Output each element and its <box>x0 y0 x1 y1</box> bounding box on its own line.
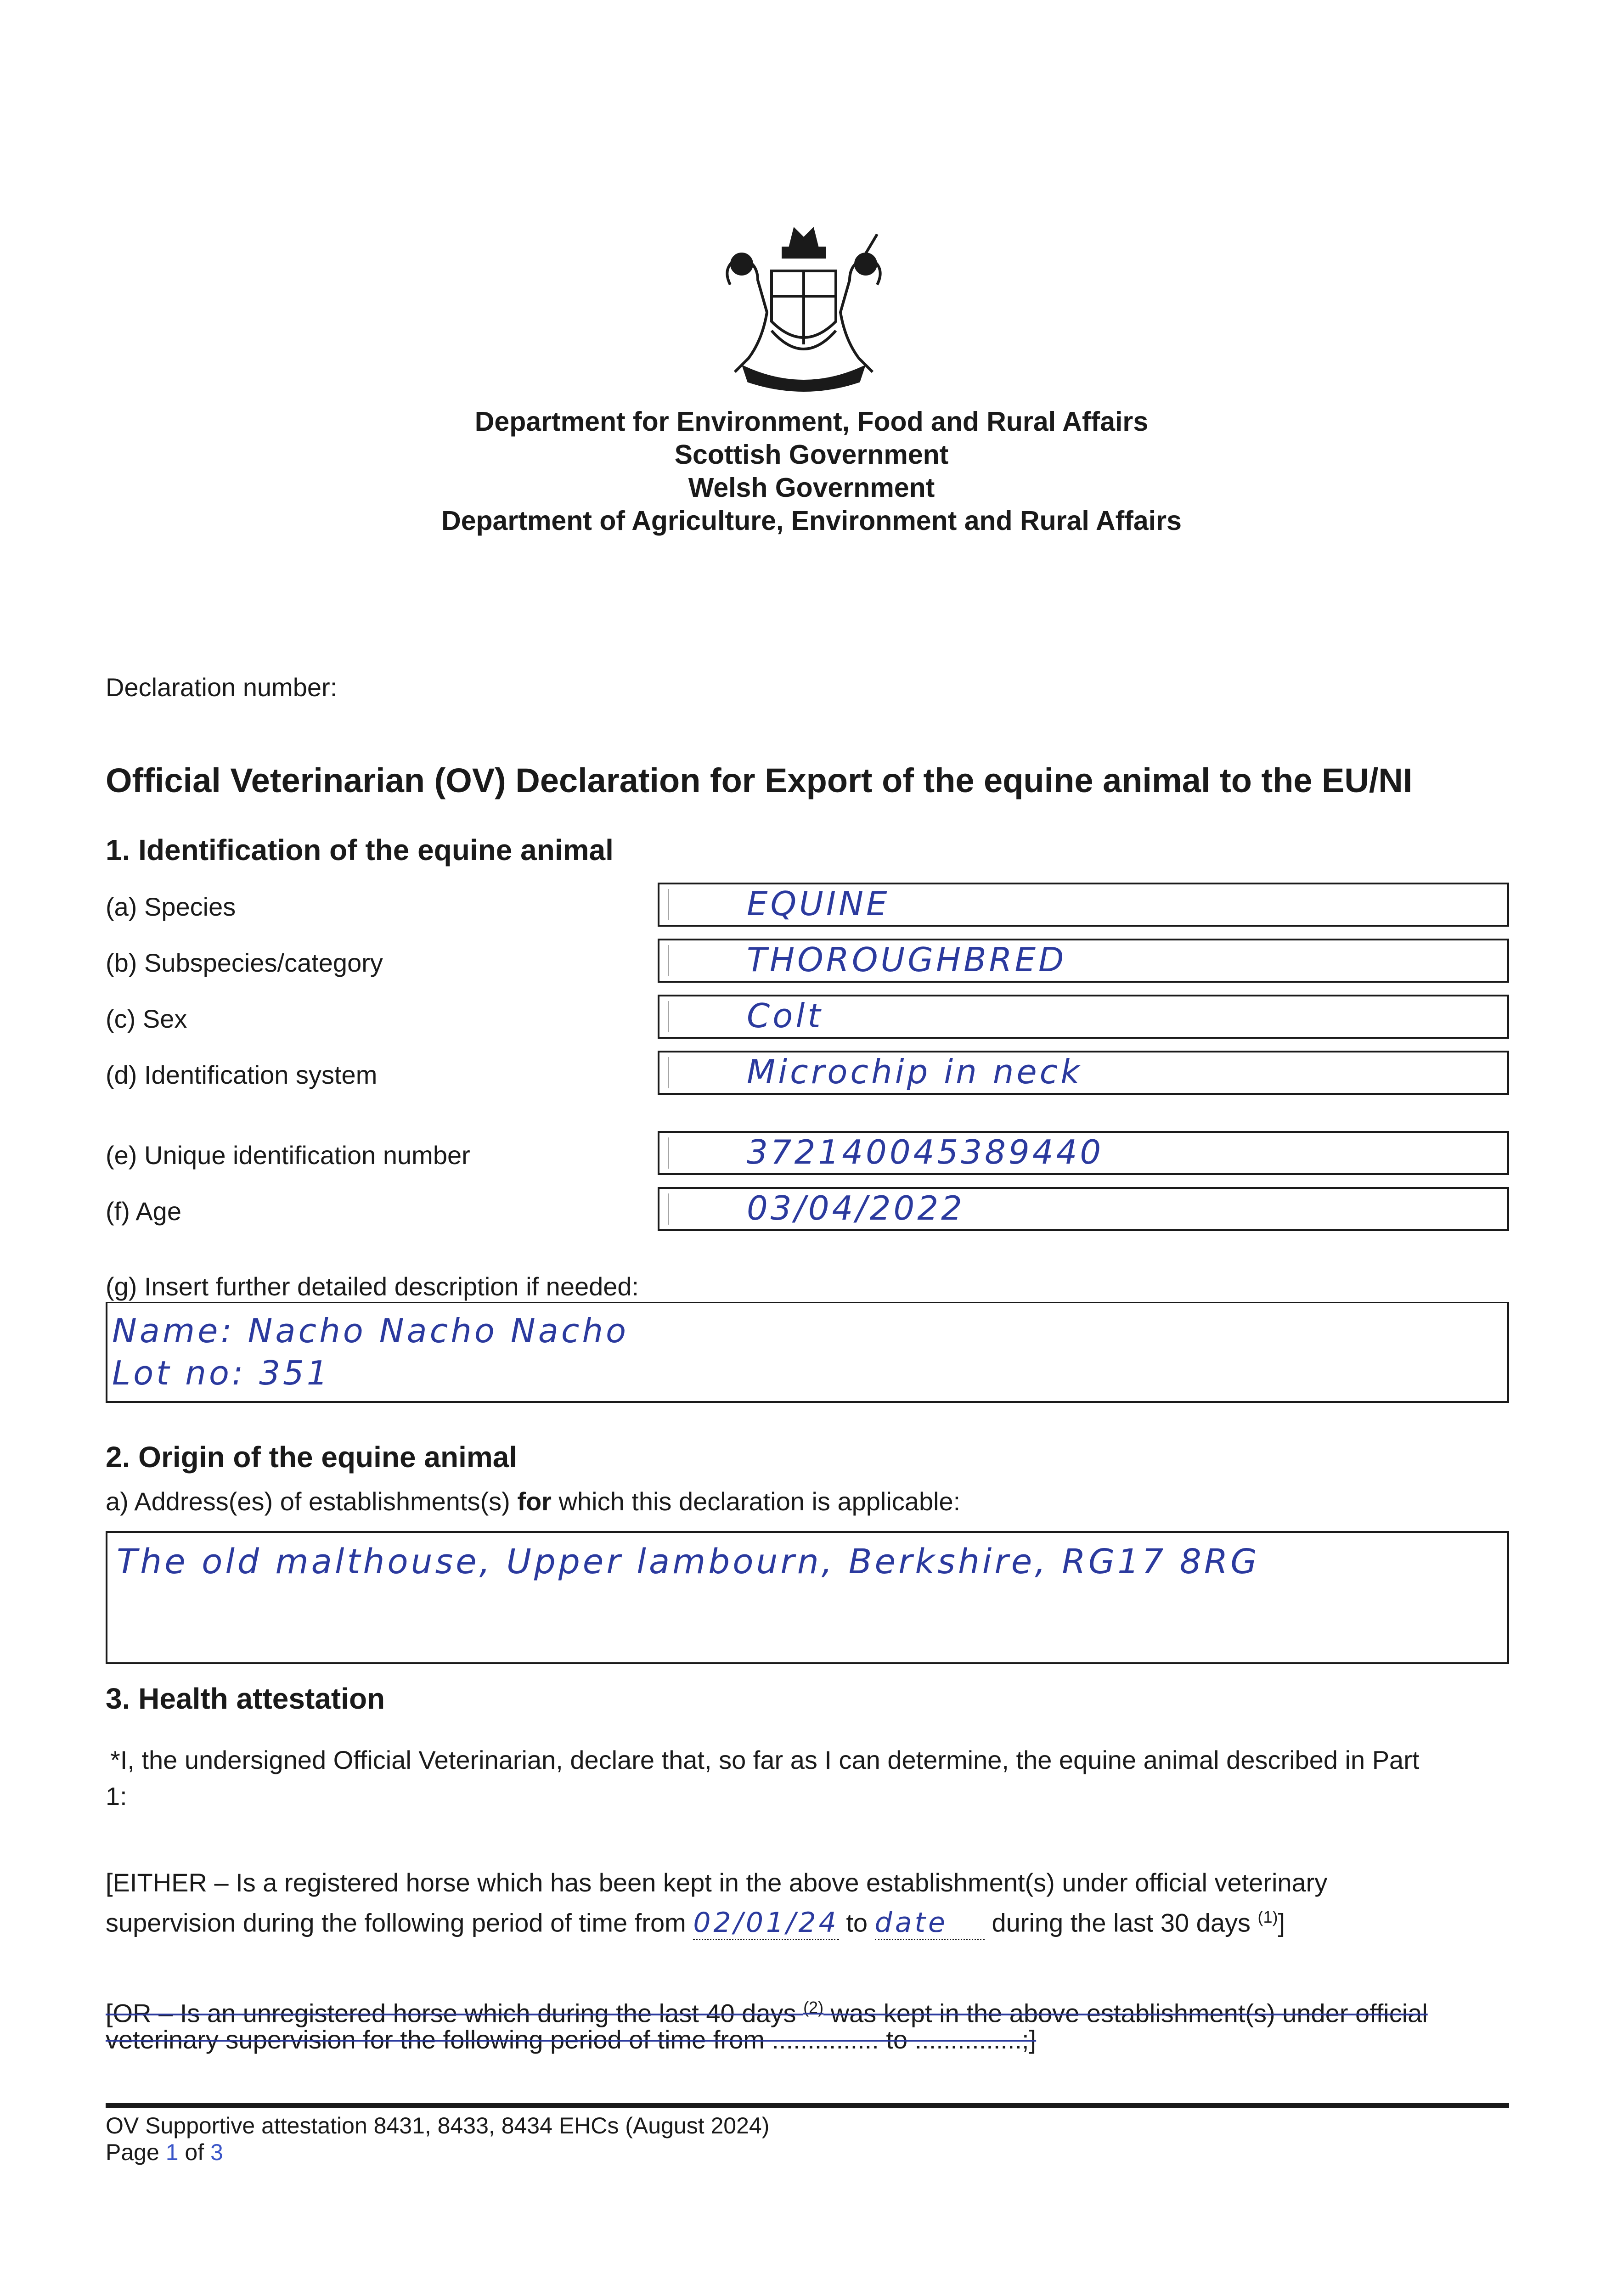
department-line-1: Department for Environment, Food and Rural Affairs <box>474 406 1149 437</box>
address-field[interactable] <box>106 1531 1509 1664</box>
section-2-heading: 2. Origin of the equine animal <box>106 1441 518 1474</box>
footer-rule <box>106 2103 1509 2108</box>
department-line-2: Scottish Government <box>674 439 949 470</box>
subspecies-field[interactable] <box>658 939 1509 983</box>
sex-field[interactable] <box>658 995 1509 1039</box>
either-clause-line-2: supervision during the following period of time from 02/01/24 to date during the last 30 days $^{(1)}$] <box>106 1902 1285 1938</box>
species-field[interactable] <box>658 883 1509 927</box>
unique-id-label: (e) Unique identification number <box>106 1141 470 1170</box>
identification-system-field[interactable] <box>658 1051 1509 1095</box>
age-label: (f) Age <box>106 1197 181 1226</box>
species-label: (a) Species <box>106 892 236 921</box>
species-value: EQUINE <box>747 884 890 923</box>
or-clause-line-1: [OR – Is an unregistered horse which during the last 40 days $^{(2)}$ was kept in the above establishment(s) under official <box>106 1998 1428 2028</box>
health-intro-line-2: 1: <box>106 1782 127 1811</box>
section-3-heading: 3. Health attestation <box>106 1682 385 1715</box>
department-line-4: Department of Agriculture, Environment and Rural Affairs <box>441 506 1182 536</box>
either-to-date[interactable]: date <box>875 1907 985 1940</box>
sex-value: Colt <box>747 996 823 1035</box>
address-value: The old malthouse, Upper lambourn, Berkshire, RG17 8RG <box>117 1542 1260 1581</box>
unique-id-value: 372140045389440 <box>747 1133 1104 1171</box>
age-value: 03/04/2022 <box>747 1189 965 1227</box>
description-line-2: Lot no: 351 <box>112 1354 331 1392</box>
unique-id-field[interactable] <box>658 1131 1509 1175</box>
sex-label: (c) Sex <box>106 1004 187 1033</box>
royal-coat-of-arms-logo <box>703 220 905 395</box>
subspecies-label: (b) Subspecies/category <box>106 948 383 977</box>
document-title: Official Veterinarian (OV) Declaration for Export of the equine animal to the EU/NI <box>106 761 1413 799</box>
department-line-3: Welsh Government <box>688 473 935 503</box>
subspecies-value: THOROUGHBRED <box>747 940 1067 979</box>
or-clause-line-2: veterinary supervision for the following period of time from ............... to ...............;] <box>106 2025 1037 2054</box>
description-field[interactable] <box>106 1302 1509 1403</box>
footer-form-reference: OV Supportive attestation 8431, 8433, 8434 EHCs (August 2024) <box>106 2113 770 2138</box>
either-from-date[interactable]: 02/01/24 <box>693 1907 839 1940</box>
health-intro-line-1: *I, the undersigned Official Veterinarian, declare that, so far as I can determine, the equine animal described in Part <box>110 1745 1420 1774</box>
declaration-number-label: Declaration number: <box>106 673 338 702</box>
identification-system-value: Microchip in neck <box>747 1052 1082 1091</box>
footer-page-number: Page 1 of 3 <box>106 2139 223 2165</box>
address-label: a) Address(es) of establishments(s) for which this declaration is applicable: <box>106 1487 961 1516</box>
section-1-heading: 1. Identification of the equine animal <box>106 833 614 867</box>
identification-system-label: (d) Identification system <box>106 1060 378 1089</box>
age-field[interactable] <box>658 1187 1509 1231</box>
description-label: (g) Insert further detailed description if needed: <box>106 1272 639 1301</box>
either-clause-line-1: [EITHER – Is a registered horse which has been kept in the above establishment(s) under official veterinary <box>106 1868 1328 1897</box>
description-line-1: Name: Nacho Nacho Nacho <box>112 1311 629 1350</box>
